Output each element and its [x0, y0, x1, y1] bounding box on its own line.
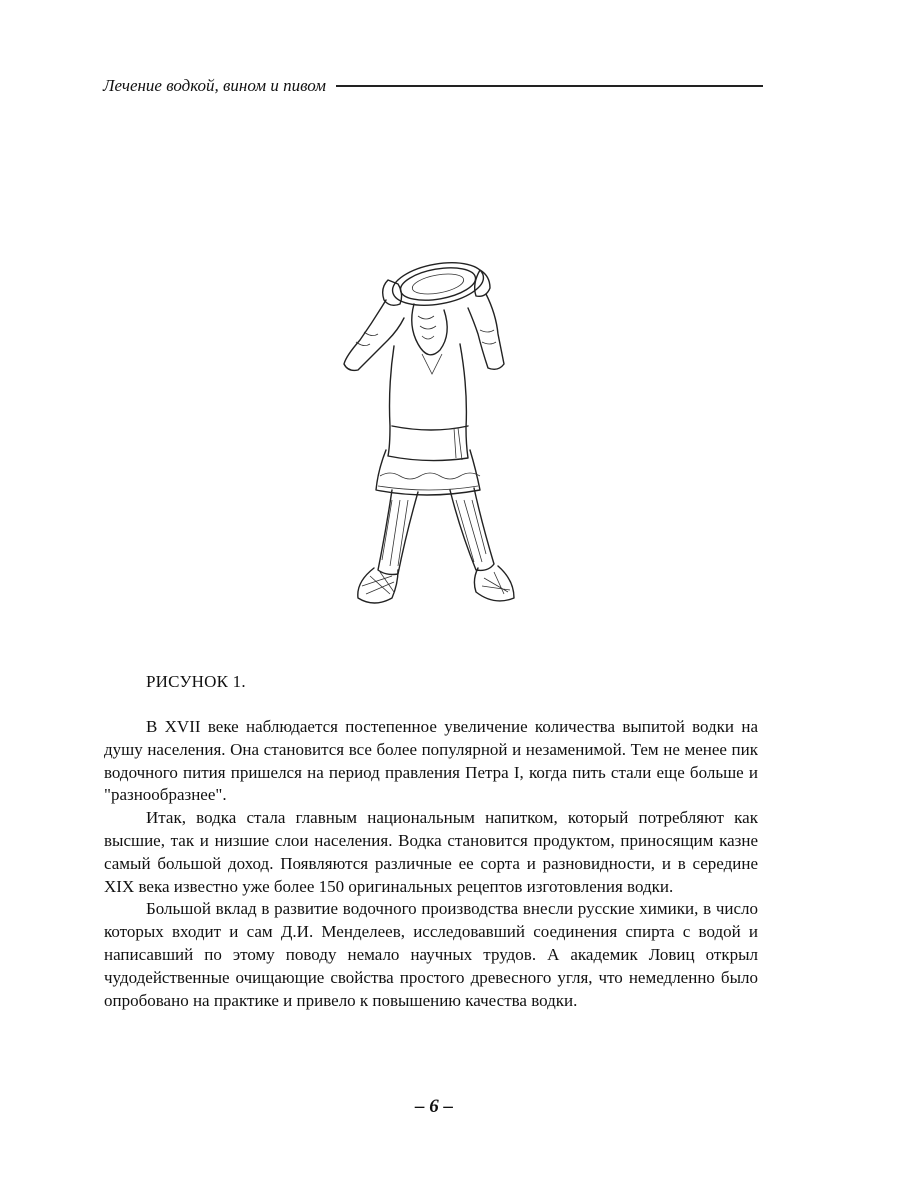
body-text: [104, 716, 758, 1012]
figure-caption: РИСУНОК 1.: [146, 672, 246, 691]
running-header-title: Лечение водкой, вином и пивом: [103, 76, 326, 95]
paragraph-1: В XVII веке наблюдается постепенное увеличение количества выпитой водки на душу населения. Она становится все более популярной и незаменимой. Тем не менее пик водочного пития пришелся на период правления Петра I, когда пить стали еще больше и "разнообразнее".: [104, 717, 758, 805]
running-header: [103, 74, 763, 98]
page-number: – 6 –: [415, 1096, 453, 1117]
illustration-man-drinking: [330, 250, 540, 630]
header-rule: [336, 85, 763, 87]
paragraph-2: Итак, водка стала главным национальным напитком, который потребляют как высшие, так и низшие слои населения. Водка становится продуктом, приносящим казне самый большой доход. Появляются различные ее сорта и разновидности, и в середине XIX века известно уже более 150 оригинальных рецептов изготовления водки.: [104, 808, 758, 896]
paragraph-3: Большой вклад в развитие водочного производства внесли русские химики, в число которых входит и сам Д.И. Менделеев, исследовавший соединения спирта с водой и написавший по этому поводу немало научных трудов. А академик Ловиц открыл чудодейственные очищающие свойства простого древесного угля, что немедленно было опробовано на практике и привело к повышению качества водки.: [104, 899, 758, 1010]
